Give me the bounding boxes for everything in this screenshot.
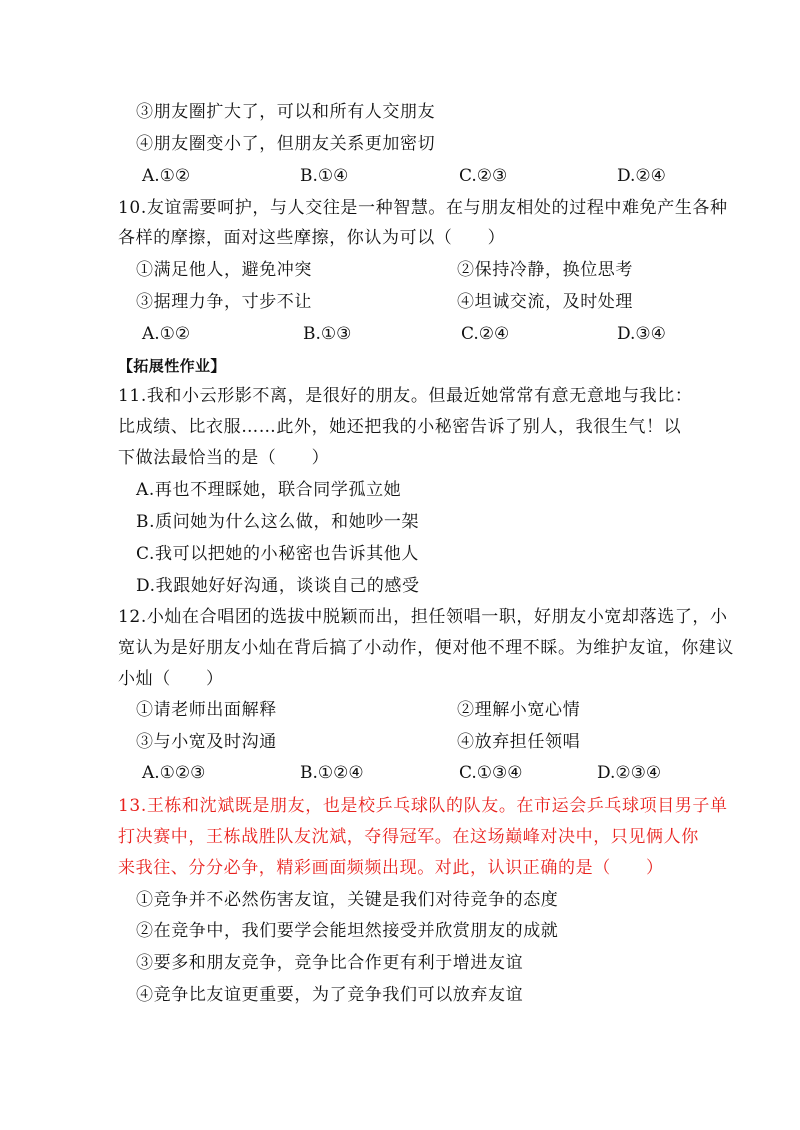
q13-item-2: ②在竞争中，我们要学会能坦然接受并欣赏朋友的成就: [136, 921, 559, 941]
q13-stem-line1: 13.王栋和沈斌既是朋友，也是校乒乓球队的队友。在市运会乒乓球项目男子单: [118, 796, 728, 816]
q13-item-1: ①竞争并不必然伤害友谊，关键是我们对待竞争的态度: [136, 890, 559, 910]
q10-item-3: ③据理力争，寸步不让: [136, 292, 312, 312]
q13-stem-line2: 打决赛中，王栋战胜队友沈斌，夺得冠军。在这场巅峰对决中，只见俩人你: [118, 827, 699, 847]
q13-item-3: ③要多和朋友竞争，竞争比合作更有利于增进友谊: [136, 953, 524, 973]
q9-choice-c: C.②③: [459, 166, 508, 186]
q10-stem-line1: 10.友谊需要呵护，与人交往是一种智慧。在与朋友相处的过程中难免产生各种: [118, 198, 728, 218]
q9-item-3: ③朋友圈扩大了，可以和所有人交朋友: [136, 102, 436, 122]
q12-stem-line1: 12.小灿在合唱团的选拔中脱颖而出，担任领唱一职，好朋友小宽却落选了，小: [118, 607, 728, 627]
q11-option-b: B.质问她为什么这么做，和她吵一架: [136, 512, 420, 532]
q12-item-2: ②理解小宽心情: [457, 700, 581, 720]
q9-choice-b: B.①④: [300, 166, 349, 186]
q10-item-4: ④坦诚交流，及时处理: [457, 292, 633, 312]
q10-choice-a: A.①②: [142, 324, 191, 344]
q11-stem-line1: 11.我和小云形影不离，是很好的朋友。但最近她常常有意无意地与我比：: [118, 386, 693, 406]
q10-choice-b: B.①③: [303, 324, 352, 344]
q10-choice-c: C.②④: [461, 324, 510, 344]
section-title: 【拓展性作业】: [118, 357, 226, 375]
q10-stem-line2: 各样的摩擦，面对这些摩擦，你认为可以（ ）: [118, 228, 506, 248]
q12-choice-a: A.①②③: [142, 763, 206, 783]
q10-choice-d: D.③④: [617, 324, 666, 344]
q9-item-4: ④朋友圈变小了，但朋友关系更加密切: [136, 134, 436, 154]
q13-item-4: ④竞争比友谊更重要，为了竞争我们可以放弃友谊: [136, 985, 524, 1005]
q12-stem-line3: 小灿（ ）: [118, 669, 224, 689]
q11-option-c: C.我可以把她的小秘密也告诉其他人: [136, 544, 420, 564]
q11-stem-line2: 比成绩、比衣服……此外，她还把我的小秘密告诉了别人，我很生气！以: [118, 417, 682, 437]
q11-stem-line3: 下做法最恰当的是（ ）: [118, 448, 330, 468]
q10-item-2: ②保持冷静，换位思考: [457, 260, 633, 280]
q11-option-d: D.我跟她好好沟通，谈谈自己的感受: [136, 576, 420, 596]
q11-option-a: A.再也不理睬她，联合同学孤立她: [136, 480, 402, 500]
q13-stem-line3: 来我往、分分必争，精彩画面频频出现。对此，认识正确的是（ ）: [118, 858, 664, 878]
q12-item-1: ①请老师出面解释: [136, 700, 277, 720]
q12-item-3: ③与小宽及时沟通: [136, 732, 277, 752]
q10-item-1: ①满足他人，避免冲突: [136, 260, 312, 280]
q12-choice-c: C.①③④: [459, 763, 523, 783]
q12-item-4: ④放弃担任领唱: [457, 732, 581, 752]
q12-choice-d: D.②③④: [597, 763, 662, 783]
q9-choice-a: A.①②: [142, 166, 191, 186]
q12-stem-line2: 宽认为是好朋友小灿在背后搞了小动作，便对他不理不睬。为维护友谊，你建议: [118, 638, 734, 658]
q9-choice-d: D.②④: [617, 166, 666, 186]
q12-choice-b: B.①②④: [300, 763, 364, 783]
